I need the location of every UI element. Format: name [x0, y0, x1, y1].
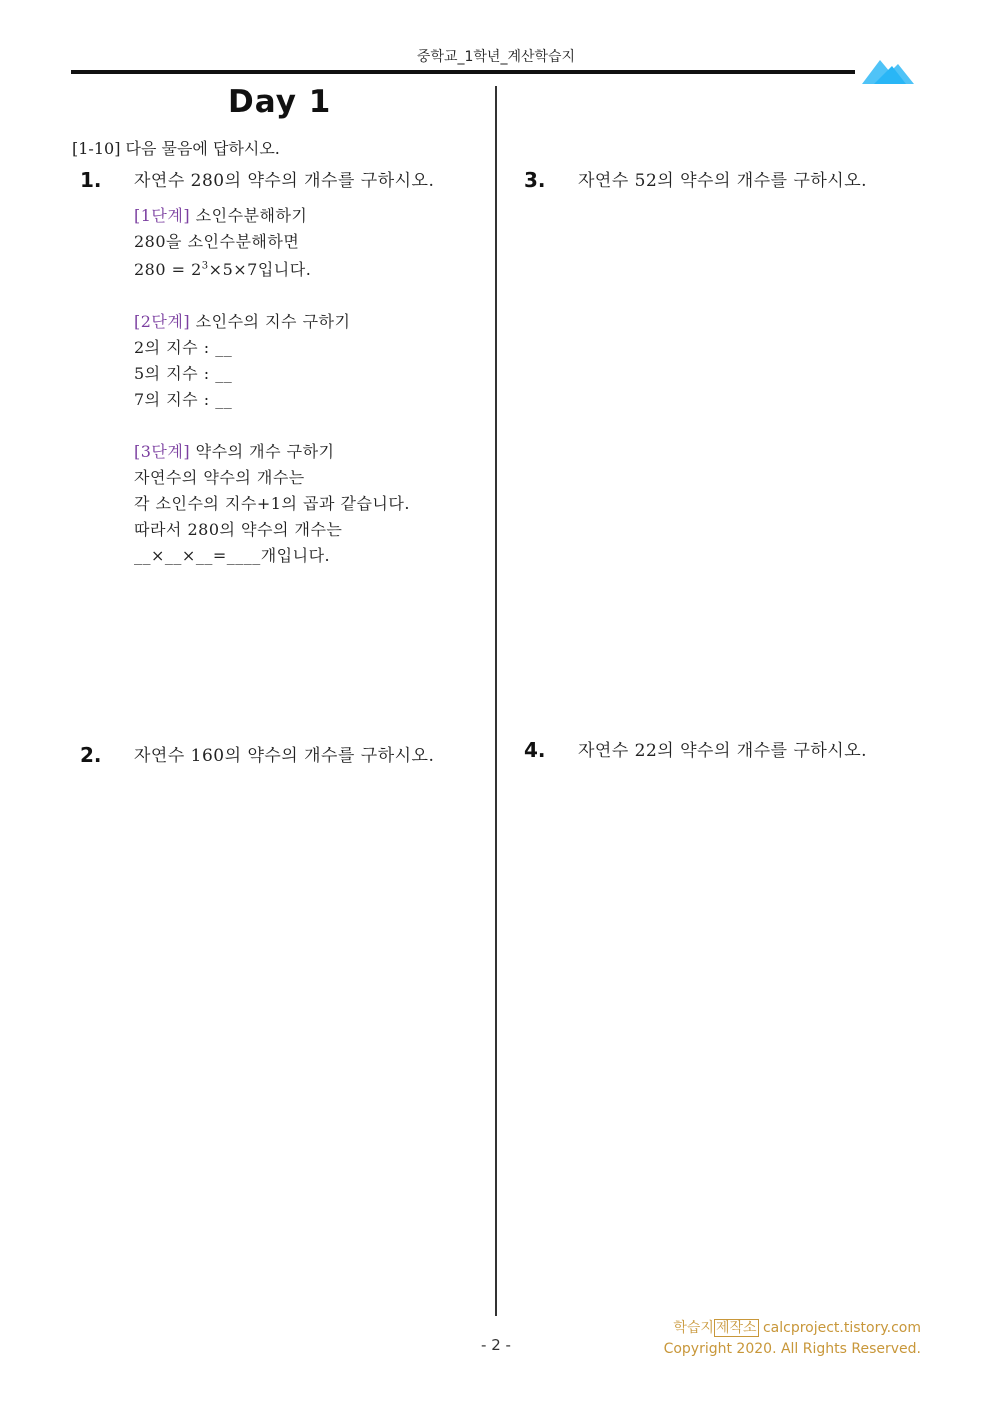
step1-line2-prefix: 280 = 2: [134, 260, 202, 279]
header-title: 중학교_1학년_계산학습지: [416, 49, 576, 65]
question-2-number: 2.: [80, 743, 102, 767]
step3-title: 약수의 개수 구하기: [195, 442, 335, 461]
question-1-text: 자연수 280의 약수의 개수를 구하시오.: [134, 171, 435, 191]
credit-url: calcproject.tistory.com: [762, 1320, 921, 1336]
step1-line2-exponent: 3: [201, 260, 209, 272]
step1-label: [1단계]: [134, 206, 191, 225]
question-3-number: 3.: [524, 168, 546, 192]
question-4-text: 자연수 22의 약수의 개수를 구하시오.: [578, 741, 868, 761]
credit-name: 학습지: [673, 1320, 714, 1336]
step2-line: 5의 지수 : __: [134, 364, 233, 383]
step1-line1: 280을 소인수분해하면: [134, 232, 300, 251]
day-title: Day 1: [228, 84, 332, 120]
question-4-number: 4.: [524, 738, 546, 762]
step3-label: [3단계]: [134, 442, 191, 461]
step3-line: 따라서 280의 약수의 개수는: [134, 520, 343, 539]
step1-title: 소인수분해하기: [195, 206, 308, 225]
copyright: Copyright 2020. All Rights Reserved.: [663, 1341, 921, 1357]
step2-line: 2의 지수 : __: [134, 338, 233, 357]
credit-boxed: 제작소: [715, 1320, 757, 1336]
step3-heading: [134, 439, 335, 462]
step3-line: 각 소인수의 지수+1의 곱과 같습니다.: [134, 494, 410, 513]
question-1-number: 1.: [80, 168, 102, 192]
step3-line: 자연수의 약수의 개수는: [134, 468, 305, 487]
step1-heading: [134, 203, 307, 226]
step2-label: [2단계]: [134, 312, 191, 331]
header-rule: [71, 70, 855, 74]
step1-line2-suffix: ×5×7입니다.: [208, 260, 312, 279]
step1-line2: [134, 257, 311, 280]
step2-heading: [134, 309, 350, 332]
page-number: - 2 -: [481, 1336, 511, 1354]
question-3-text: 자연수 52의 약수의 개수를 구하시오.: [578, 171, 868, 191]
step3-line: __×__×__=____개입니다.: [134, 546, 331, 565]
question-2-text: 자연수 160의 약수의 개수를 구하시오.: [134, 746, 435, 766]
instruction: [1-10] 다음 물음에 답하시오.: [72, 139, 280, 158]
step2-line: 7의 지수 : __: [134, 390, 233, 409]
step2-title: 소인수의 지수 구하기: [195, 312, 351, 331]
column-divider: [495, 86, 497, 1316]
mountain-logo-icon: [862, 56, 914, 86]
credit-line: [673, 1317, 921, 1337]
